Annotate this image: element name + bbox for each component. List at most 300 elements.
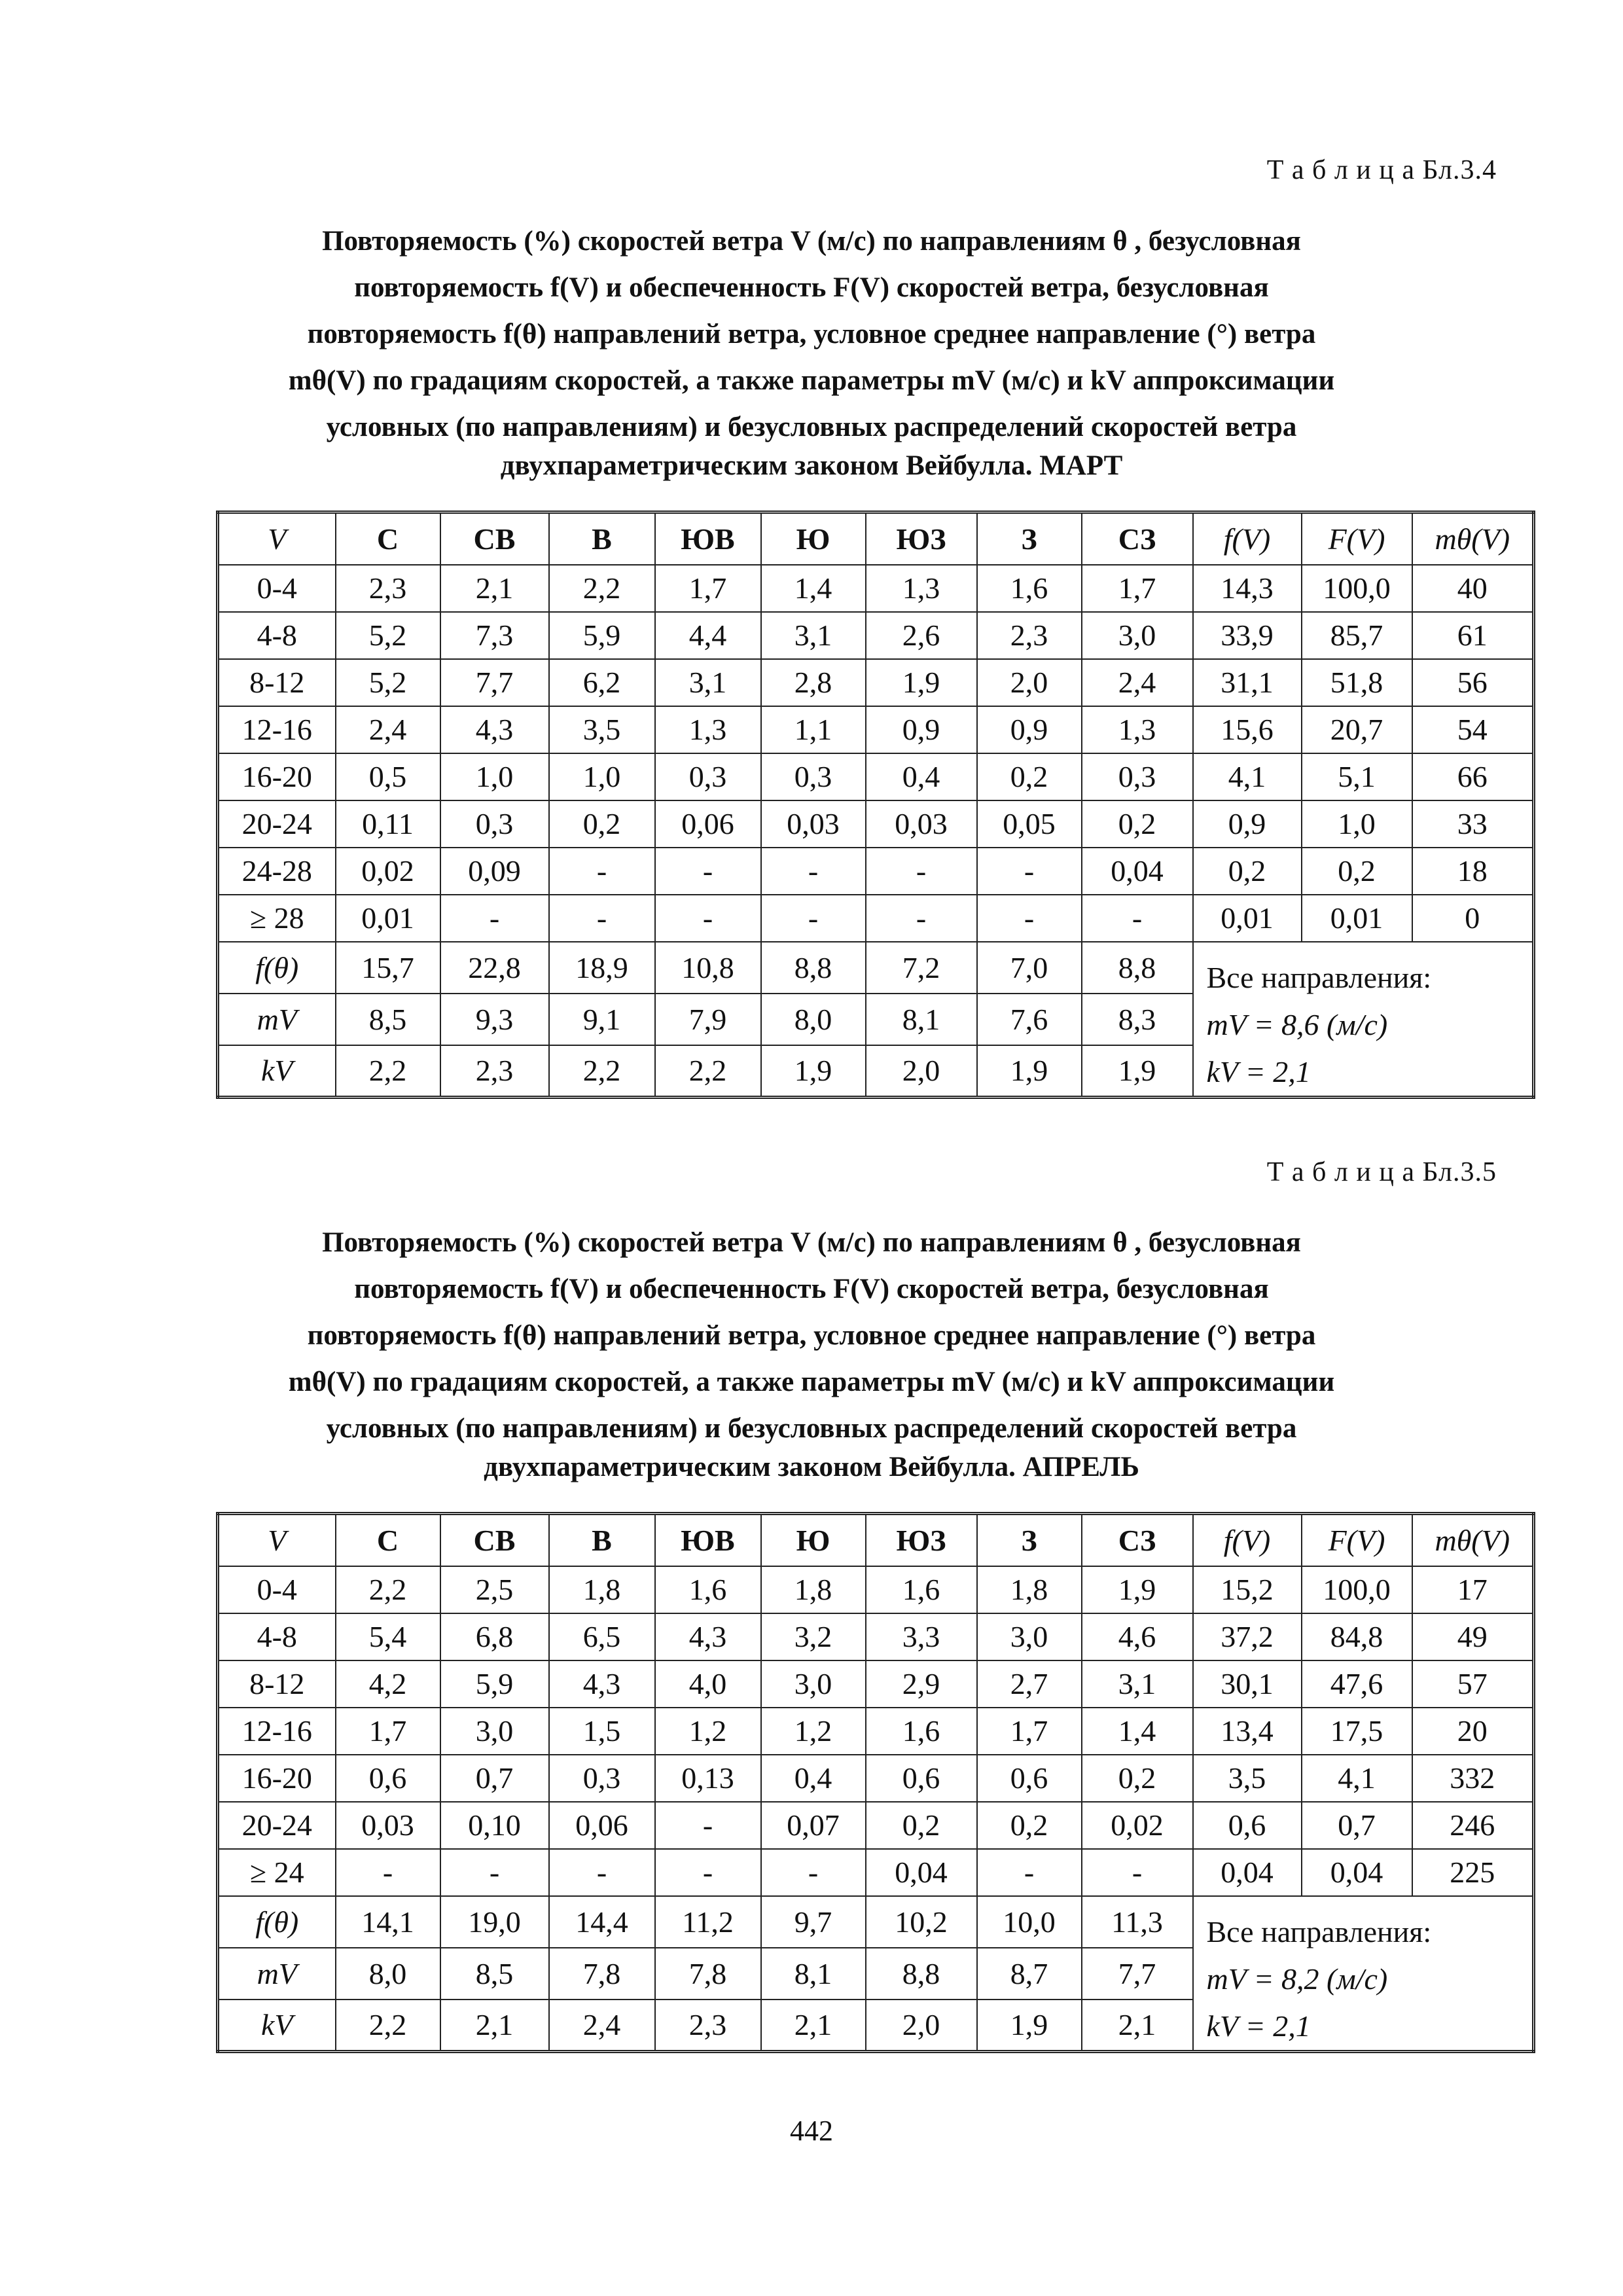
table-row xyxy=(218,1849,1534,1896)
table-cell: 4,3 xyxy=(549,1660,655,1708)
table-cell: 0,9 xyxy=(866,706,977,753)
col-header: F(V) xyxy=(1302,512,1412,565)
param-cell: 8,7 xyxy=(977,1948,1082,2000)
table-cell: 0,02 xyxy=(1082,1802,1193,1849)
table-cell: 17,5 xyxy=(1302,1708,1412,1755)
table-cell: - xyxy=(549,1849,655,1896)
col-header: Ю xyxy=(761,1514,866,1566)
param-label-cell: kV xyxy=(218,2000,336,2051)
caption-line: повторяемость f(V) и обеспеченность F(V) скоростей ветра, безусловная xyxy=(354,272,1269,303)
table-cell: 4,1 xyxy=(1302,1755,1412,1802)
row-header-cell: 16-20 xyxy=(218,753,336,800)
table-cell: 1,6 xyxy=(655,1566,761,1613)
table-cell: 0,3 xyxy=(655,753,761,800)
row-header-cell: ≥ 28 xyxy=(218,895,336,942)
param-cell: 2,2 xyxy=(549,1045,655,1097)
row-header-cell: 16-20 xyxy=(218,1755,336,1802)
param-cell: 1,9 xyxy=(977,2000,1082,2051)
col-header: mθ(V) xyxy=(1412,512,1534,565)
table-cell: 0,2 xyxy=(866,1802,977,1849)
table-cell: 51,8 xyxy=(1302,659,1412,706)
col-header: В xyxy=(549,512,655,565)
table-cell: 0,9 xyxy=(977,706,1082,753)
table-cell: 3,0 xyxy=(761,1660,866,1708)
table-row xyxy=(218,659,1534,706)
row-header-cell: 12-16 xyxy=(218,1708,336,1755)
table-cell: 4,6 xyxy=(1082,1613,1193,1660)
table-cell: 2,6 xyxy=(866,612,977,659)
table-cell: 14,3 xyxy=(1193,565,1302,612)
table-cell: - xyxy=(549,895,655,942)
table-row xyxy=(218,800,1534,848)
table-row xyxy=(218,565,1534,612)
table-cell: - xyxy=(336,1849,440,1896)
param-cell: 2,0 xyxy=(866,2000,977,2051)
table-cell: 20 xyxy=(1412,1708,1534,1755)
table-cell: 2,5 xyxy=(440,1566,549,1613)
table-cell: 0,13 xyxy=(655,1755,761,1802)
col-header: СЗ xyxy=(1082,512,1193,565)
table-cell: 0,10 xyxy=(440,1802,549,1849)
param-cell: 2,1 xyxy=(761,2000,866,2051)
param-cell: 8,0 xyxy=(761,994,866,1045)
table-cell: - xyxy=(655,848,761,895)
table-cell: 2,3 xyxy=(977,612,1082,659)
table-cell: 0,2 xyxy=(1082,800,1193,848)
table-cell: 3,2 xyxy=(761,1613,866,1660)
table-cell: - xyxy=(977,1849,1082,1896)
table-caption xyxy=(236,1219,1387,1490)
col-header: З xyxy=(977,1514,1082,1566)
table-cell: 246 xyxy=(1412,1802,1534,1849)
table-cell: 0,2 xyxy=(977,1802,1082,1849)
table-cell: 1,3 xyxy=(866,565,977,612)
param-cell: 10,2 xyxy=(866,1896,977,1948)
table-cell: - xyxy=(1082,895,1193,942)
table-cell: 0,2 xyxy=(977,753,1082,800)
param-cell: 7,8 xyxy=(549,1948,655,2000)
table-cell: 61 xyxy=(1412,612,1534,659)
table-cell: 57 xyxy=(1412,1660,1534,1708)
table-cell: - xyxy=(977,895,1082,942)
param-cell: 8,8 xyxy=(761,942,866,994)
table-cell: - xyxy=(761,848,866,895)
table-cell: 40 xyxy=(1412,565,1534,612)
table-cell: 100,0 xyxy=(1302,1566,1412,1613)
table-cell: 0,4 xyxy=(866,753,977,800)
table-cell: 1,0 xyxy=(440,753,549,800)
table-cell: 3,0 xyxy=(977,1613,1082,1660)
col-header: В xyxy=(549,1514,655,1566)
param-cell: 7,9 xyxy=(655,994,761,1045)
param-cell: 11,2 xyxy=(655,1896,761,1948)
caption-line: mθ(V) по градациям скоростей, а также параметры mV (м/с) и kV аппроксимации xyxy=(288,1367,1335,1397)
param-cell: 11,3 xyxy=(1082,1896,1193,1948)
table-cell: 4,1 xyxy=(1193,753,1302,800)
col-header: f(V) xyxy=(1193,1514,1302,1566)
table-cell: 0,03 xyxy=(336,1802,440,1849)
table-cell: 3,5 xyxy=(549,706,655,753)
table-cell: 0,03 xyxy=(866,800,977,848)
table-row xyxy=(218,895,1534,942)
table-cell: 0,05 xyxy=(977,800,1082,848)
table-cell: 0,5 xyxy=(336,753,440,800)
param-cell: 2,2 xyxy=(655,1045,761,1097)
param-cell: 1,9 xyxy=(761,1045,866,1097)
caption-line: mθ(V) по градациям скоростей, а также параметры mV (м/с) и kV аппроксимации xyxy=(288,365,1335,396)
table-cell: 6,2 xyxy=(549,659,655,706)
param-cell: 8,1 xyxy=(761,1948,866,2000)
table-label: Т а б л и ц а Бл.3.4 xyxy=(1266,155,1497,185)
table-cell: 0,01 xyxy=(1193,895,1302,942)
param-cell: 10,8 xyxy=(655,942,761,994)
table-cell: 0,7 xyxy=(440,1755,549,1802)
table-cell: 3,0 xyxy=(440,1708,549,1755)
table-cell: 3,1 xyxy=(655,659,761,706)
table-cell: 0,01 xyxy=(1302,895,1412,942)
table-cell: 5,9 xyxy=(549,612,655,659)
table-cell: 2,4 xyxy=(336,706,440,753)
table-cell: - xyxy=(440,1849,549,1896)
param-cell: 2,3 xyxy=(655,2000,761,2051)
table-cell: 1,7 xyxy=(977,1708,1082,1755)
table-cell: 332 xyxy=(1412,1755,1534,1802)
header-row xyxy=(218,512,1534,565)
table-cell: 2,1 xyxy=(440,565,549,612)
table-cell: 18 xyxy=(1412,848,1534,895)
table-cell: 1,8 xyxy=(977,1566,1082,1613)
header-row xyxy=(218,1514,1534,1566)
table-cell: 15,2 xyxy=(1193,1566,1302,1613)
table-cell: 0,2 xyxy=(1302,848,1412,895)
caption-line: условных (по направлениям) и безусловных распределений скоростей ветра xyxy=(326,1413,1297,1444)
param-cell: 9,3 xyxy=(440,994,549,1045)
table-row xyxy=(218,1802,1534,1849)
table-cell: 1,4 xyxy=(761,565,866,612)
table-cell: 3,3 xyxy=(866,1613,977,1660)
param-cell: 2,3 xyxy=(440,1045,549,1097)
table-cell: 66 xyxy=(1412,753,1534,800)
table-cell: 1,7 xyxy=(336,1708,440,1755)
table-cell: 4,4 xyxy=(655,612,761,659)
table-row xyxy=(218,753,1534,800)
param-cell: 2,2 xyxy=(336,2000,440,2051)
table-cell: 47,6 xyxy=(1302,1660,1412,1708)
table-cell: 85,7 xyxy=(1302,612,1412,659)
table-row xyxy=(218,1755,1534,1802)
table-cell: 33,9 xyxy=(1193,612,1302,659)
table-cell: 3,5 xyxy=(1193,1755,1302,1802)
table-cell: 0,6 xyxy=(977,1755,1082,1802)
table-cell: 0,2 xyxy=(1082,1755,1193,1802)
table-cell: 2,3 xyxy=(336,565,440,612)
table-cell: - xyxy=(866,848,977,895)
table-cell: 5,4 xyxy=(336,1613,440,1660)
all-directions-line: mV = 8,6 (м/с) xyxy=(1206,1007,1388,1041)
col-header: СВ xyxy=(440,1514,549,1566)
table-cell: 2,8 xyxy=(761,659,866,706)
caption-line: Повторяемость (%) скоростей ветра V (м/с) по направлениям θ , безусловная xyxy=(322,226,1301,257)
table-label: Т а б л и ц а Бл.3.5 xyxy=(1266,1157,1497,1187)
table-cell: - xyxy=(866,895,977,942)
table-cell: 5,2 xyxy=(336,612,440,659)
table-cell: 0,6 xyxy=(1193,1802,1302,1849)
table-cell: 49 xyxy=(1412,1613,1534,1660)
table-cell: 100,0 xyxy=(1302,565,1412,612)
row-header-cell: 12-16 xyxy=(218,706,336,753)
table-cell: 1,3 xyxy=(1082,706,1193,753)
caption-line: двухпараметрическим законом Вейбулла. АПРЕЛЬ xyxy=(484,1452,1139,1482)
table-cell: 56 xyxy=(1412,659,1534,706)
table-cell: - xyxy=(761,1849,866,1896)
all-directions-cell xyxy=(1193,942,1534,1098)
table-cell: 1,4 xyxy=(1082,1708,1193,1755)
table-cell: 0,3 xyxy=(440,800,549,848)
table-cell: 4,3 xyxy=(655,1613,761,1660)
param-cell: 7,0 xyxy=(977,942,1082,994)
table-cell: 20,7 xyxy=(1302,706,1412,753)
col-header: СВ xyxy=(440,512,549,565)
table-cell: 1,1 xyxy=(761,706,866,753)
table-cell: 2,2 xyxy=(336,1566,440,1613)
table-cell: 0,04 xyxy=(1193,1849,1302,1896)
param-label-cell: f(θ) xyxy=(218,942,336,994)
table-cell: - xyxy=(655,1802,761,1849)
table-row xyxy=(218,1660,1534,1708)
table-cell: 0,01 xyxy=(336,895,440,942)
all-directions-cell xyxy=(1193,1896,1534,2052)
table-cell: 17 xyxy=(1412,1566,1534,1613)
caption-line: повторяемость f(θ) направлений ветра, условное среднее направление (°) ветра xyxy=(307,1320,1316,1351)
table-cell: 2,0 xyxy=(977,659,1082,706)
table-cell: 2,7 xyxy=(977,1660,1082,1708)
param-cell: 7,2 xyxy=(866,942,977,994)
col-header: V xyxy=(218,1514,336,1566)
row-header-cell: 0-4 xyxy=(218,1566,336,1613)
table-cell: 3,1 xyxy=(761,612,866,659)
table-cell: 0,09 xyxy=(440,848,549,895)
table-cell: 6,5 xyxy=(549,1613,655,1660)
param-cell: 14,1 xyxy=(336,1896,440,1948)
table-cell: 1,9 xyxy=(1082,1566,1193,1613)
param-cell: 1,9 xyxy=(977,1045,1082,1097)
col-header: ЮВ xyxy=(655,1514,761,1566)
table-cell: 13,4 xyxy=(1193,1708,1302,1755)
row-header-cell: 8-12 xyxy=(218,659,336,706)
col-header: С xyxy=(336,1514,440,1566)
table-cell: 1,2 xyxy=(655,1708,761,1755)
table-cell: 3,0 xyxy=(1082,612,1193,659)
row-header-cell: 0-4 xyxy=(218,565,336,612)
caption-line: двухпараметрическим законом Вейбулла. МАРТ xyxy=(500,450,1123,481)
col-header: З xyxy=(977,512,1082,565)
table-cell: 0,04 xyxy=(1082,848,1193,895)
row-header-cell: 4-8 xyxy=(218,1613,336,1660)
table-cell: 0,06 xyxy=(549,1802,655,1849)
table-cell: 0,02 xyxy=(336,848,440,895)
table-cell: 0,4 xyxy=(761,1755,866,1802)
row-header-cell: 4-8 xyxy=(218,612,336,659)
table-row xyxy=(218,848,1534,895)
table-cell: 1,0 xyxy=(1302,800,1412,848)
table-cell: - xyxy=(977,848,1082,895)
table-cell: 1,7 xyxy=(1082,565,1193,612)
table-row xyxy=(218,612,1534,659)
wind-table-april xyxy=(216,1512,1535,2053)
col-header: F(V) xyxy=(1302,1514,1412,1566)
table-cell: 37,2 xyxy=(1193,1613,1302,1660)
param-cell: 9,1 xyxy=(549,994,655,1045)
all-directions-line: mV = 8,2 (м/с) xyxy=(1206,1962,1388,1996)
param-cell: 10,0 xyxy=(977,1896,1082,1948)
table-cell: 0,6 xyxy=(336,1755,440,1802)
table-cell: 2,4 xyxy=(1082,659,1193,706)
table-cell: 225 xyxy=(1412,1849,1534,1896)
table-cell: 1,6 xyxy=(977,565,1082,612)
table-cell: 2,9 xyxy=(866,1660,977,1708)
caption-line: условных (по направлениям) и безусловных распределений скоростей ветра xyxy=(326,412,1297,442)
col-header: f(V) xyxy=(1193,512,1302,565)
table-cell: 0,9 xyxy=(1193,800,1302,848)
table-cell: 0,11 xyxy=(336,800,440,848)
table-row xyxy=(218,1708,1534,1755)
table-cell: 4,0 xyxy=(655,1660,761,1708)
param-cell: 8,3 xyxy=(1082,994,1193,1045)
param-cell: 7,6 xyxy=(977,994,1082,1045)
param-cell: 22,8 xyxy=(440,942,549,994)
table-cell: 0,3 xyxy=(549,1755,655,1802)
param-cell: 19,0 xyxy=(440,1896,549,1948)
table-cell: 0,2 xyxy=(1193,848,1302,895)
col-header: ЮВ xyxy=(655,512,761,565)
caption-line: повторяемость f(V) и обеспеченность F(V) скоростей ветра, безусловная xyxy=(354,1274,1269,1304)
col-header: Ю xyxy=(761,512,866,565)
param-cell: 8,5 xyxy=(336,994,440,1045)
table-cell: 4,3 xyxy=(440,706,549,753)
table-cell: - xyxy=(655,895,761,942)
all-directions-line: kV = 2,1 xyxy=(1206,1054,1311,1088)
table-cell: 0,3 xyxy=(1082,753,1193,800)
wind-table-march xyxy=(216,511,1535,1099)
table-cell: 1,2 xyxy=(761,1708,866,1755)
table-body xyxy=(218,1566,1534,2052)
col-header: ЮЗ xyxy=(866,1514,977,1566)
table-cell: 30,1 xyxy=(1193,1660,1302,1708)
caption-line: повторяемость f(θ) направлений ветра, условное среднее направление (°) ветра xyxy=(307,319,1316,350)
all-directions-line: Все направления: xyxy=(1206,1914,1432,1948)
param-label-cell: mV xyxy=(218,994,336,1045)
table-cell: 6,8 xyxy=(440,1613,549,1660)
table-cell: 0,6 xyxy=(866,1755,977,1802)
table-cell: 1,9 xyxy=(866,659,977,706)
table-cell: 7,3 xyxy=(440,612,549,659)
param-row xyxy=(218,942,1534,994)
param-label-cell: f(θ) xyxy=(218,1896,336,1948)
table-row xyxy=(218,1566,1534,1613)
all-directions-line: kV = 2,1 xyxy=(1206,2009,1311,2043)
table-cell: - xyxy=(1082,1849,1193,1896)
col-header: С xyxy=(336,512,440,565)
table-cell: 33 xyxy=(1412,800,1534,848)
table-cell: 1,0 xyxy=(549,753,655,800)
row-header-cell: 24-28 xyxy=(218,848,336,895)
table-row xyxy=(218,706,1534,753)
table-cell: 54 xyxy=(1412,706,1534,753)
param-cell: 2,1 xyxy=(440,2000,549,2051)
param-label-cell: mV xyxy=(218,1948,336,2000)
table-cell: 0,2 xyxy=(549,800,655,848)
table-body xyxy=(218,565,1534,1098)
col-header: ЮЗ xyxy=(866,512,977,565)
param-cell: 2,1 xyxy=(1082,2000,1193,2051)
table-cell: - xyxy=(655,1849,761,1896)
table-cell: 0 xyxy=(1412,895,1534,942)
param-cell: 1,9 xyxy=(1082,1045,1193,1097)
table-cell: 0,03 xyxy=(761,800,866,848)
row-header-cell: ≥ 24 xyxy=(218,1849,336,1896)
table-cell: 1,6 xyxy=(866,1708,977,1755)
caption-line: Повторяемость (%) скоростей ветра V (м/с) по направлениям θ , безусловная xyxy=(322,1227,1301,1258)
table-cell: 84,8 xyxy=(1302,1613,1412,1660)
param-cell: 7,8 xyxy=(655,1948,761,2000)
param-row xyxy=(218,1896,1534,1948)
param-cell: 8,1 xyxy=(866,994,977,1045)
param-cell: 8,0 xyxy=(336,1948,440,2000)
table-cell: 5,9 xyxy=(440,1660,549,1708)
table-cell: 1,3 xyxy=(655,706,761,753)
table-cell: - xyxy=(549,848,655,895)
param-cell: 8,8 xyxy=(866,1948,977,2000)
table-cell: 31,1 xyxy=(1193,659,1302,706)
all-directions-line: Все направления: xyxy=(1206,960,1432,994)
table-cell: 5,2 xyxy=(336,659,440,706)
table-cell: - xyxy=(761,895,866,942)
row-header-cell: 8-12 xyxy=(218,1660,336,1708)
table-cell: 15,6 xyxy=(1193,706,1302,753)
col-header: mθ(V) xyxy=(1412,1514,1534,1566)
table-cell: 0,04 xyxy=(866,1849,977,1896)
page-number: 442 xyxy=(790,2115,833,2147)
table-cell: 2,2 xyxy=(549,565,655,612)
table-cell: 1,8 xyxy=(761,1566,866,1613)
param-cell: 15,7 xyxy=(336,942,440,994)
table-cell: 1,6 xyxy=(866,1566,977,1613)
row-header-cell: 20-24 xyxy=(218,1802,336,1849)
table-cell: 1,5 xyxy=(549,1708,655,1755)
col-header: СЗ xyxy=(1082,1514,1193,1566)
table-cell: 0,7 xyxy=(1302,1802,1412,1849)
table-cell: 0,07 xyxy=(761,1802,866,1849)
param-label-cell: kV xyxy=(218,1045,336,1097)
table-caption xyxy=(236,218,1387,489)
table-cell: 0,04 xyxy=(1302,1849,1412,1896)
col-header: V xyxy=(218,512,336,565)
param-cell: 2,2 xyxy=(336,1045,440,1097)
table-cell: 1,7 xyxy=(655,565,761,612)
param-cell: 2,4 xyxy=(549,2000,655,2051)
table-cell: 1,8 xyxy=(549,1566,655,1613)
param-cell: 2,0 xyxy=(866,1045,977,1097)
table-cell: 7,7 xyxy=(440,659,549,706)
table-cell: 4,2 xyxy=(336,1660,440,1708)
param-cell: 9,7 xyxy=(761,1896,866,1948)
param-cell: 18,9 xyxy=(549,942,655,994)
table-cell: 3,1 xyxy=(1082,1660,1193,1708)
table-cell: 5,1 xyxy=(1302,753,1412,800)
param-cell: 14,4 xyxy=(549,1896,655,1948)
row-header-cell: 20-24 xyxy=(218,800,336,848)
table-cell: - xyxy=(440,895,549,942)
